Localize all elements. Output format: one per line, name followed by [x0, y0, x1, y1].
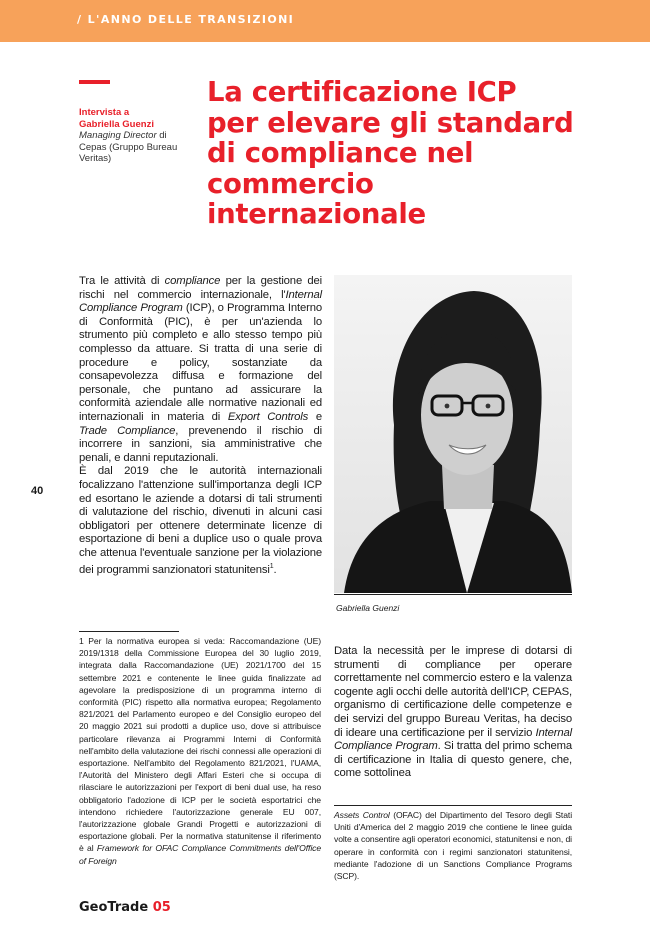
photo-divider	[334, 594, 572, 595]
footnote: 1 Per la normativa europea si veda: Raccomandazione (UE) 2019/1318 della Commissione Europea del 30 luglio 2019, integrata dalla Raccomandazione (UE) 2021/1700 del 15 settembre 2021 e contenente le linee guida finalizzate ad agevolare la predisposizione di un programma interno di conformità (PIC) rispetto alla normativa europea; Regolamento 821/2021 del Parlamento europeo e del Consiglio europeo del 20 maggio 2021 sui prodotti a duplice uso, dove si attribuisce particolare rilevanza ai Programmi Interni di Conformità nell'ambito della valutazione dei rischi connessi alle operazioni di esportazione. Nell'ambito del Regolamento 821/2021, l'UAMA, l'Autorità del Ministero degli Affari Esteri che si occupa di rilasciare le autorizzazioni per l'export di beni dual use, ha reso obbligatorio l'adozione di ICP per le società esportatrici che intendono richiedere l'autorizzazione generale EU 007, l'autorizzazione globale Grandi Progetti e autorizzazioni di esportazione globali. Per la normativa statunitense il riferimento è al Framework for OFAC Compliance Commitments dell'Office of Foreign	[79, 636, 322, 866]
page-number: 40	[31, 485, 44, 497]
headline-line: La certificazione ICP	[207, 76, 517, 108]
byline-org: Cepas (Gruppo Bureau Veritas)	[79, 141, 178, 164]
footnote-continued: Assets Control (OFAC) del Dipartimento del Tesoro degli Stati Uniti d'America del 2 maggio 2019 che contiene le linee guida volte a consentire agli operatori economici, statunitensi e non, di operare in conformità con i regimi sanzionatori statunitensi, mediante l'adozione di un Sanctions Compliance Programs (SCP).	[334, 810, 572, 882]
article-headline	[207, 77, 607, 230]
byline-role-title: Managing Director	[79, 130, 157, 141]
footnote-ref: 1	[269, 563, 274, 571]
byline-role-rest: di	[156, 130, 167, 141]
body-column-right	[334, 645, 572, 781]
section-kicker: / L'ANNO DELLE TRANSIZIONI	[77, 13, 295, 26]
body-paragraph: Tra le attività di compliance per la gestione dei rischi nel commercio internazionale, l'Internal Compliance Program (ICP), o Programma Interno di Conformità (PIC), è per un'azienda lo strumento più completo e allo stesso tempo più complesso da attuare. Si tratta di una serie di procedure e policy, sostanziate da consapevolezza diffusa e formazione del personale, che puntano ad assicurare la conformità aziendale alle normative nazionali ed internazionali in materia di Export Controls e Trade Compliance, prevenendo il rischio di incorrere in sanzioni, sia amministrative che penali, e danni reputazionali.	[79, 275, 322, 464]
body-paragraph: È dal 2019 che le autorità internazionali focalizzano l'attenzione sull'importanza degli ICP ed esortano le aziende a dotarsi di tali strumenti di valutazione del rischio, divenuti in alcuni casi obbligatori per ottenere determinate licenze di esportazione di beni a duplice uso o quale prova che attenua l'eventuale sanzione per la violazione dei programmi sanzionatori statunitensi$^1$.	[79, 465, 322, 577]
headline-line: internazionale	[207, 198, 426, 230]
headline-line: di compliance nel	[207, 137, 474, 169]
magazine-brand: GeoTrade 05	[79, 900, 171, 915]
body-column-left	[79, 275, 322, 578]
footnote-divider	[79, 631, 179, 632]
body-paragraph: Data la necessità per le imprese di dotarsi di strumenti di compliance per operare correttamente nel commercio estero e la valenza cogente agli occhi delle autorità dell'ICP, CEPAS, organismo di certificazione delle competenze e dei servizi del gruppo Bureau Veritas, ha deciso di ideare una certificazione per il servizio Internal Compliance Program. Si tratta del primo schema di certificazione in Italia di questo genere, che, come sottolinea	[334, 645, 572, 780]
footnote-continued-divider	[334, 805, 572, 806]
byline-name: Gabriella Guenzi	[79, 118, 154, 130]
byline-intro: Intervista a	[79, 107, 130, 118]
portrait-illustration	[334, 275, 572, 593]
headline-line: per elevare gli standard	[207, 106, 574, 139]
portrait-photo	[334, 275, 572, 593]
issue-number: 05	[148, 900, 171, 915]
section-header-bar	[0, 0, 650, 42]
accent-bar	[79, 80, 110, 84]
headline-line: commercio	[207, 167, 374, 200]
photo-caption: Gabriella Guenzi	[336, 603, 400, 613]
byline-role	[79, 130, 167, 141]
byline	[79, 107, 194, 165]
